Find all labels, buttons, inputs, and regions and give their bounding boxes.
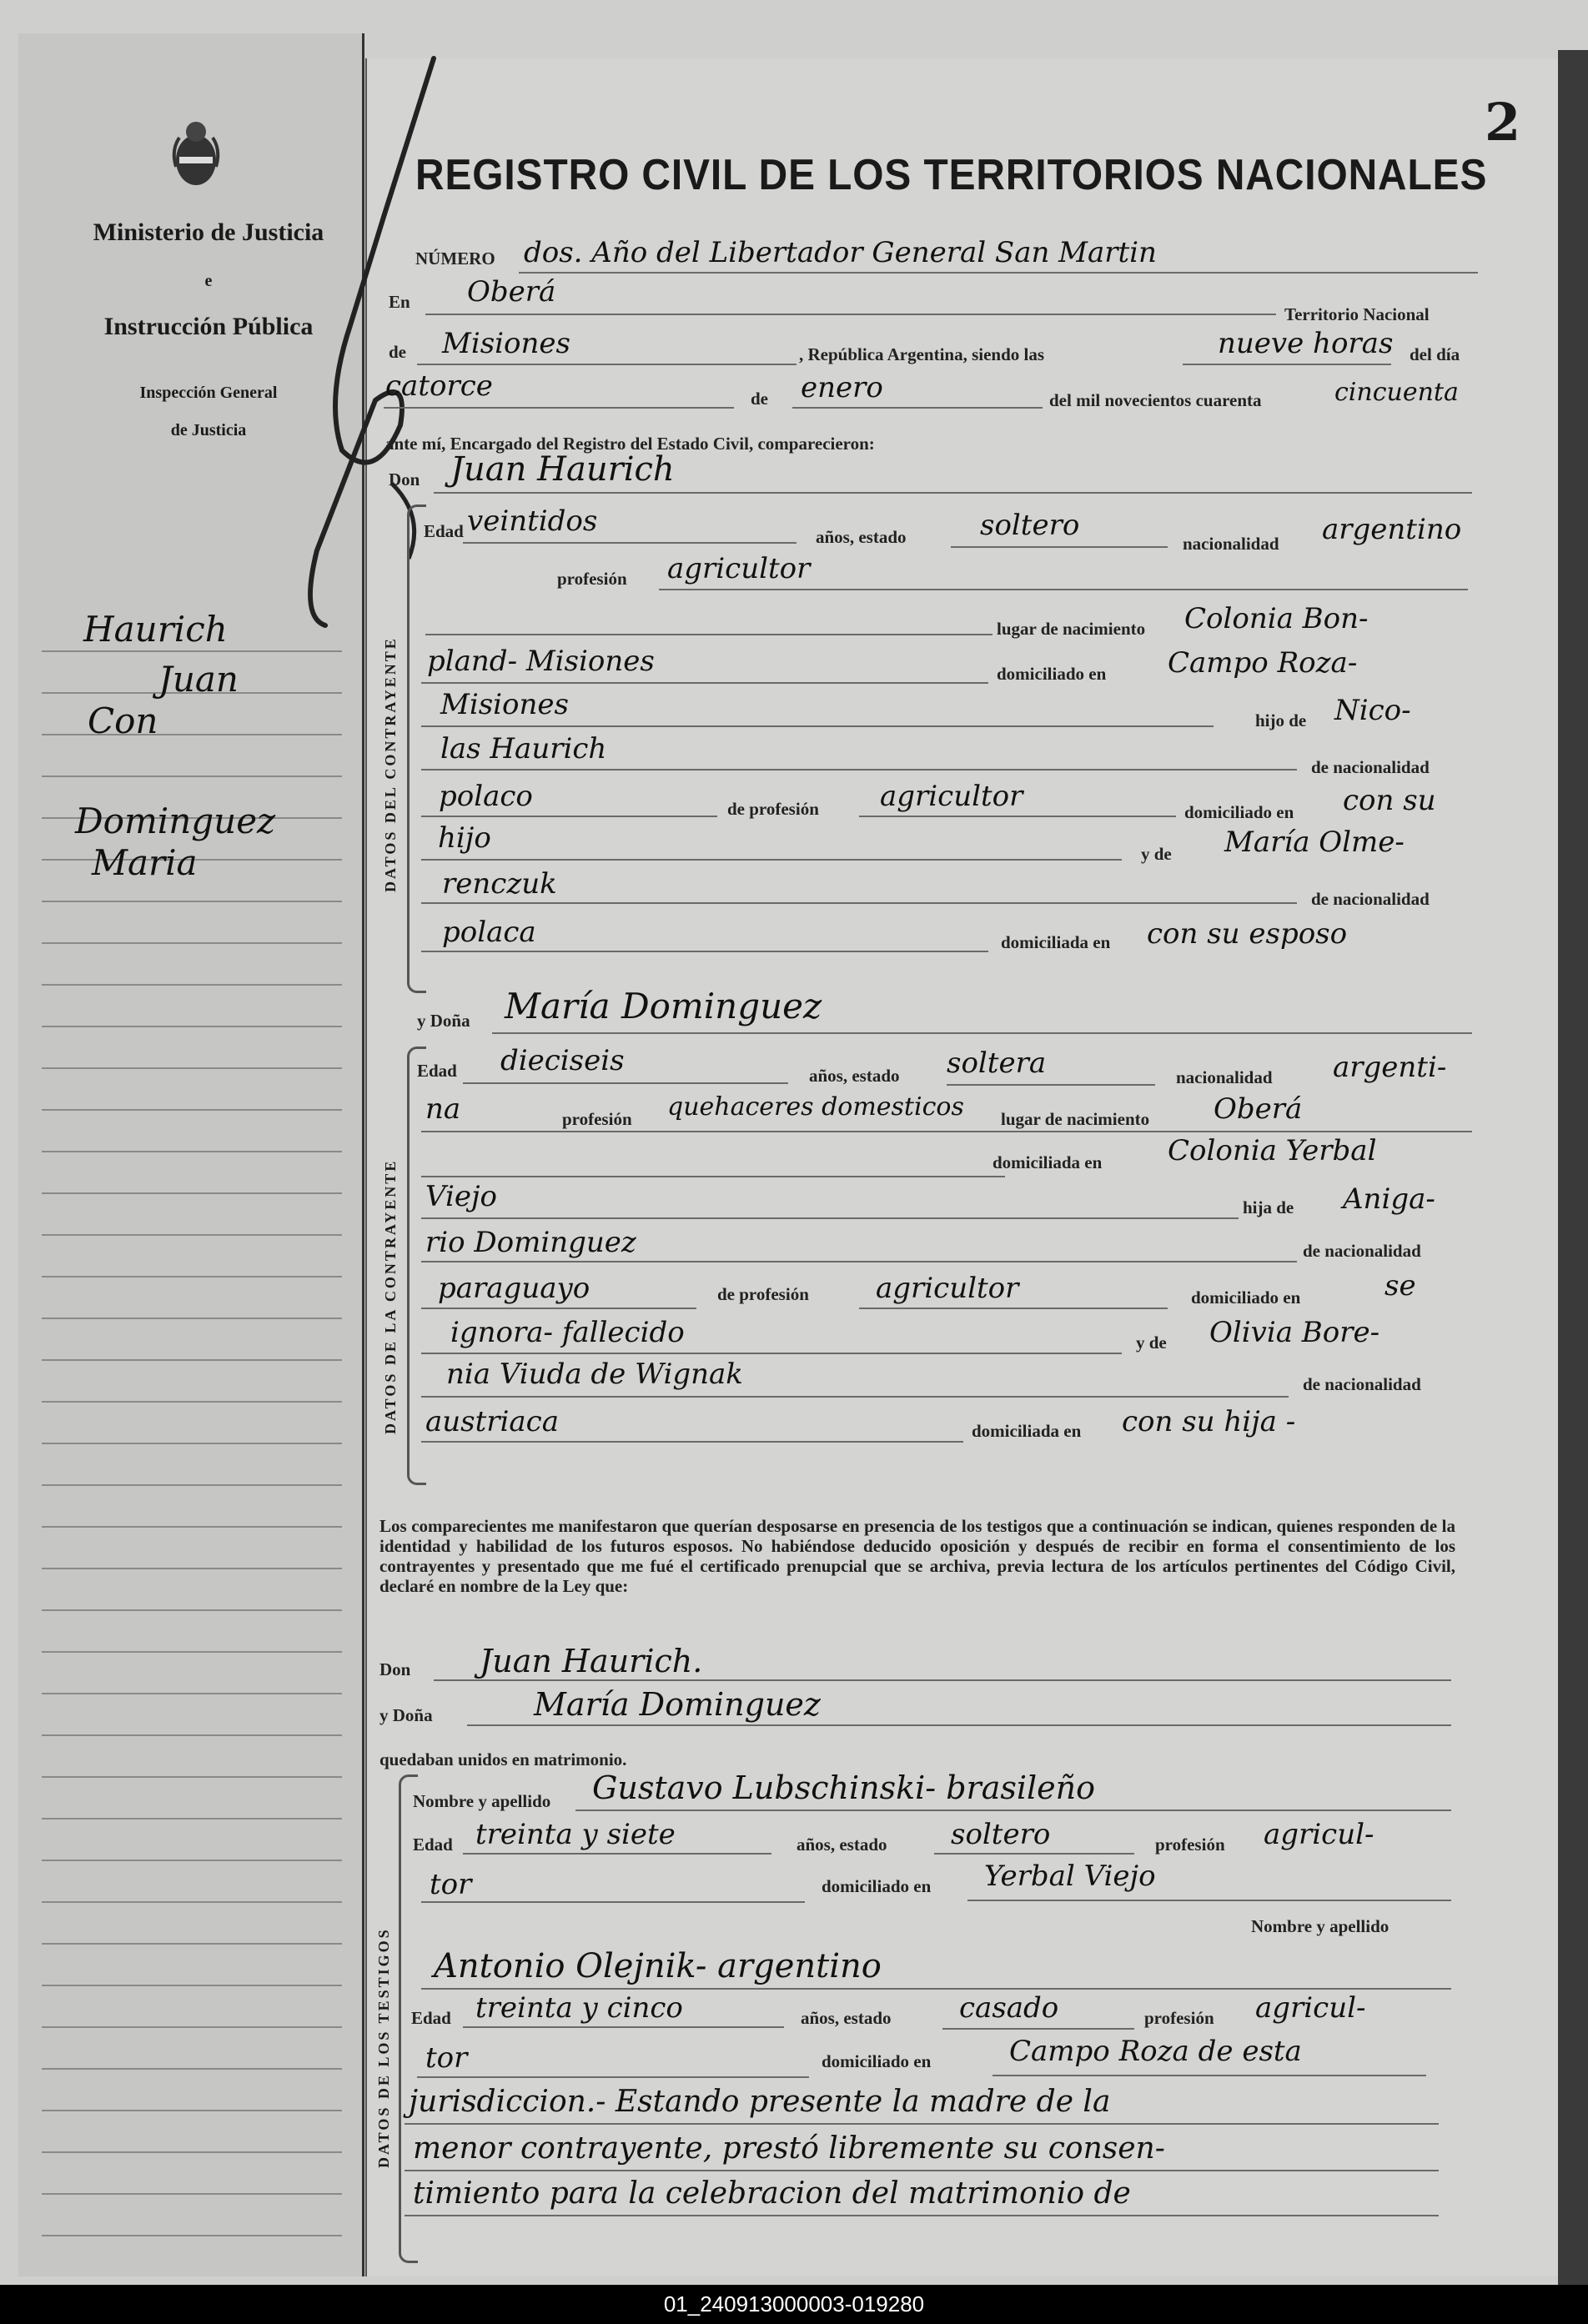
bride-father-dom: se bbox=[1384, 1269, 1416, 1303]
image-identifier: 01_240913000003-019280 bbox=[663, 2291, 925, 2316]
t1-anios-label: años, estado bbox=[797, 1835, 887, 1855]
bride-nac-label: nacionalidad bbox=[1176, 1067, 1273, 1087]
t2-prof-value: agricul- bbox=[1255, 1991, 1366, 2025]
numero-label: NÚMERO bbox=[415, 248, 495, 269]
t2-edad-value: treinta y cinco bbox=[475, 1991, 683, 2025]
bride-hija-value: Aniga- bbox=[1343, 1182, 1435, 1216]
groom-lugar-label: lugar de nacimiento bbox=[997, 619, 1146, 639]
declaration-text: Los comparecientes me manifestaron que querían desposarse en presencia de los testigos que a continuación se indican, quienes responden de la identidad y habilidad de los futuros esposos. No habiéndose deducido oposición y después de recibir en forma el consentimiento de los contrayentes y presentado que me fué el certificado prenupcial que se archiva, previa lectura de los artículos pertinentes del Código Civil, declaré en nombre de la Ley que: bbox=[379, 1516, 1455, 1596]
page-number: 2 bbox=[1485, 92, 1521, 153]
groom-edad-value: veintidos bbox=[467, 504, 598, 538]
groom-lugar-value: Colonia Bon- bbox=[1184, 602, 1369, 635]
bride-mother-name-2: nia Viuda de Wignak bbox=[446, 1358, 743, 1391]
note-line-1: jurisdiccion.- Estando presente la madre de la bbox=[409, 2085, 1111, 2119]
groom-dom-label: domiciliado en bbox=[997, 664, 1107, 684]
dia-value: catorce bbox=[385, 369, 493, 403]
margin-surname-2: Dominguez bbox=[75, 801, 276, 841]
decl-don-label: Don bbox=[379, 1659, 411, 1679]
ministry-name: Ministerio de Justicia bbox=[93, 218, 324, 246]
t1-edad-label: Edad bbox=[413, 1835, 453, 1855]
de-label: de bbox=[389, 342, 406, 362]
t1-edad-value: treinta y siete bbox=[475, 1818, 676, 1851]
bride-denac-label: de nacionalidad bbox=[1303, 1241, 1421, 1261]
t2-edad-label: Edad bbox=[411, 2008, 451, 2028]
anio-label: del mil novecientos cuarenta bbox=[1049, 390, 1262, 410]
margin-con: Con bbox=[88, 700, 158, 741]
groom-lugar-value-2: pland- Misiones bbox=[427, 645, 655, 678]
bride-father-nac: paraguayo bbox=[438, 1272, 590, 1305]
bride-edad-value: dieciseis bbox=[500, 1044, 625, 1077]
t1-nombre-label: Nombre y apellido bbox=[413, 1791, 551, 1811]
bride-name: María Dominguez bbox=[505, 986, 822, 1026]
groom-edad-label: Edad bbox=[424, 521, 464, 541]
groom-mother-nac: polaca bbox=[442, 916, 536, 949]
bride-deprof-label: de profesión bbox=[717, 1284, 809, 1304]
bride-father-name: rio Dominguez bbox=[425, 1226, 636, 1259]
groom-hijo-label: hijo de bbox=[1255, 710, 1307, 730]
groom-yde-label: y de bbox=[1141, 844, 1172, 864]
groom-father-name: las Haurich bbox=[440, 732, 607, 765]
inspection-name-2: de Justicia bbox=[170, 421, 247, 439]
bride-section-bracket bbox=[407, 1047, 426, 1485]
groom-mother-name: María Olme- bbox=[1224, 826, 1405, 859]
groom-prof-value: agricultor bbox=[667, 552, 811, 585]
groom-dom-value-2: Misiones bbox=[440, 688, 569, 721]
groom-section-label: DATOS DEL CONTRAYENTE bbox=[382, 636, 399, 892]
margin-firstname-2: Maria bbox=[92, 842, 198, 883]
deldia-label: del día bbox=[1410, 344, 1460, 364]
groom-denac2-label: de nacionalidad bbox=[1311, 889, 1430, 909]
groom-denac-label: de nacionalidad bbox=[1311, 757, 1430, 777]
t2-dom-label: domiciliado en bbox=[822, 2051, 932, 2071]
t1-estado-value: soltero bbox=[951, 1818, 1051, 1851]
bride-lugar-label: lugar de nacimiento bbox=[1001, 1109, 1150, 1129]
bride-dom2-label: domiciliado en bbox=[1191, 1287, 1301, 1308]
bride-mother-name: Olivia Bore- bbox=[1209, 1316, 1380, 1349]
en-value: Oberá bbox=[467, 275, 556, 309]
groom-nac-value: argentino bbox=[1322, 513, 1462, 546]
t2-anios-label: años, estado bbox=[801, 2008, 892, 2028]
bride-mother-dom: con su hija - bbox=[1122, 1405, 1296, 1438]
bride-doma-label: domiciliada en bbox=[972, 1421, 1082, 1441]
groom-mother-name-2: renczuk bbox=[442, 867, 557, 901]
bride-section-label: DATOS DE LA CONTRAYENTE bbox=[382, 1158, 399, 1434]
decl-groom-name: Juan Haurich. bbox=[480, 1643, 703, 1679]
en-label: En bbox=[389, 292, 410, 312]
provincia-value: Misiones bbox=[442, 327, 570, 360]
ydona-label: y Doña bbox=[417, 1011, 470, 1031]
groom-deprof-label: de profesión bbox=[727, 799, 819, 819]
quedaban-text: quedaban unidos en matrimonio. bbox=[379, 1749, 627, 1769]
bride-dom-label: domiciliada en bbox=[992, 1152, 1103, 1172]
t1-dom-value: Yerbal Viejo bbox=[984, 1860, 1156, 1893]
groom-father-dom: con su bbox=[1343, 784, 1436, 817]
bride-lugar-value: Oberá bbox=[1214, 1092, 1303, 1126]
ante-label: ante mí, Encargado del Registro del Estado Civil, comparecieron: bbox=[385, 434, 875, 454]
t1-nombre-value: Gustavo Lubschinski- brasileño bbox=[592, 1769, 1095, 1806]
margin-surname: Haurich bbox=[83, 609, 228, 650]
bride-father-prof: agricultor bbox=[876, 1272, 1019, 1305]
decl-dona-label: y Doña bbox=[379, 1705, 433, 1725]
mes-value: enero bbox=[801, 371, 883, 404]
de2-label: de bbox=[751, 389, 768, 409]
groom-section-bracket bbox=[407, 504, 426, 993]
bride-nac-value: argenti- bbox=[1333, 1051, 1447, 1084]
t2-nombre-value: Antonio Olejnik- argentino bbox=[434, 1947, 882, 1985]
groom-mother-dom: con su esposo bbox=[1147, 917, 1348, 951]
bride-edad-label: Edad bbox=[417, 1061, 457, 1081]
t1-dom-label: domiciliado en bbox=[822, 1876, 932, 1896]
bride-yde-label: y de bbox=[1136, 1333, 1167, 1353]
numero-value: dos. Año del Libertador General San Martin bbox=[524, 236, 1157, 269]
bride-hija-label: hija de bbox=[1243, 1197, 1294, 1217]
t1-prof-value-2: tor bbox=[430, 1868, 472, 1901]
groom-anios-label: años, estado bbox=[816, 527, 907, 547]
groom-nac-label: nacionalidad bbox=[1183, 534, 1279, 554]
bride-father-dom-2: ignora- fallecido bbox=[450, 1316, 685, 1349]
bride-dom-value-2: Viejo bbox=[425, 1180, 497, 1213]
t2-prof-value-2: tor bbox=[425, 2041, 468, 2075]
note-line-2: menor contrayente, prestó libremente su consen- bbox=[413, 2131, 1165, 2166]
ministry-and: e bbox=[204, 272, 213, 290]
decl-bride-name: María Dominguez bbox=[534, 1686, 821, 1723]
witnesses-section-label: DATOS DE LOS TESTIGOS bbox=[375, 1927, 392, 2168]
t2-nombre-label: Nombre y apellido bbox=[1251, 1916, 1390, 1936]
hora-value: nueve horas bbox=[1218, 327, 1394, 360]
t1-prof-value: agricul- bbox=[1264, 1818, 1374, 1851]
groom-dom2-label: domiciliado en bbox=[1184, 802, 1294, 822]
territorio-label: Territorio Nacional bbox=[1284, 304, 1430, 324]
page-title: REGISTRO CIVIL DE LOS TERRITORIOS NACIONALES bbox=[415, 151, 1488, 199]
bride-denac2-label: de nacionalidad bbox=[1303, 1374, 1421, 1394]
bride-anios-label: años, estado bbox=[809, 1066, 900, 1086]
groom-name: Juan Haurich bbox=[450, 450, 675, 489]
groom-hijo-value: Nico- bbox=[1334, 694, 1411, 727]
groom-doma-label: domiciliada en bbox=[1001, 932, 1111, 952]
groom-father-dom-2: hijo bbox=[438, 821, 491, 855]
bride-dom-value: Colonia Yerbal bbox=[1168, 1134, 1377, 1167]
bride-prof-label: profesión bbox=[562, 1109, 632, 1129]
republica-label: , República Argentina, siendo las bbox=[799, 344, 1045, 364]
groom-father-nac: polaco bbox=[439, 780, 533, 813]
t2-prof-label: profesión bbox=[1144, 2008, 1214, 2028]
ministry-name-2: Instrucción Pública bbox=[103, 313, 314, 340]
margin-firstname: Juan bbox=[158, 659, 239, 700]
t2-dom-value: Campo Roza de esta bbox=[1009, 2035, 1302, 2068]
groom-prof-label: profesión bbox=[557, 569, 627, 589]
bride-mother-nac: austriaca bbox=[425, 1405, 559, 1438]
bride-nac-value-2: na bbox=[425, 1092, 461, 1126]
t2-estado-value: casado bbox=[959, 1991, 1059, 2025]
bride-estado-value: soltera bbox=[947, 1047, 1047, 1080]
t1-prof-label: profesión bbox=[1155, 1835, 1225, 1855]
anio-value: cincuenta bbox=[1334, 378, 1459, 407]
don-label: Don bbox=[389, 469, 420, 489]
groom-dom-value: Campo Roza- bbox=[1168, 646, 1358, 680]
groom-estado-value: soltero bbox=[980, 509, 1080, 542]
note-line-3: timiento para la celebracion del matrimonio de bbox=[413, 2176, 1131, 2211]
bride-prof-value: quehaceres domesticos bbox=[667, 1092, 964, 1122]
inspection-name: Inspección General bbox=[139, 384, 278, 402]
page-edge bbox=[1558, 50, 1588, 2285]
groom-father-prof: agricultor bbox=[880, 780, 1023, 813]
